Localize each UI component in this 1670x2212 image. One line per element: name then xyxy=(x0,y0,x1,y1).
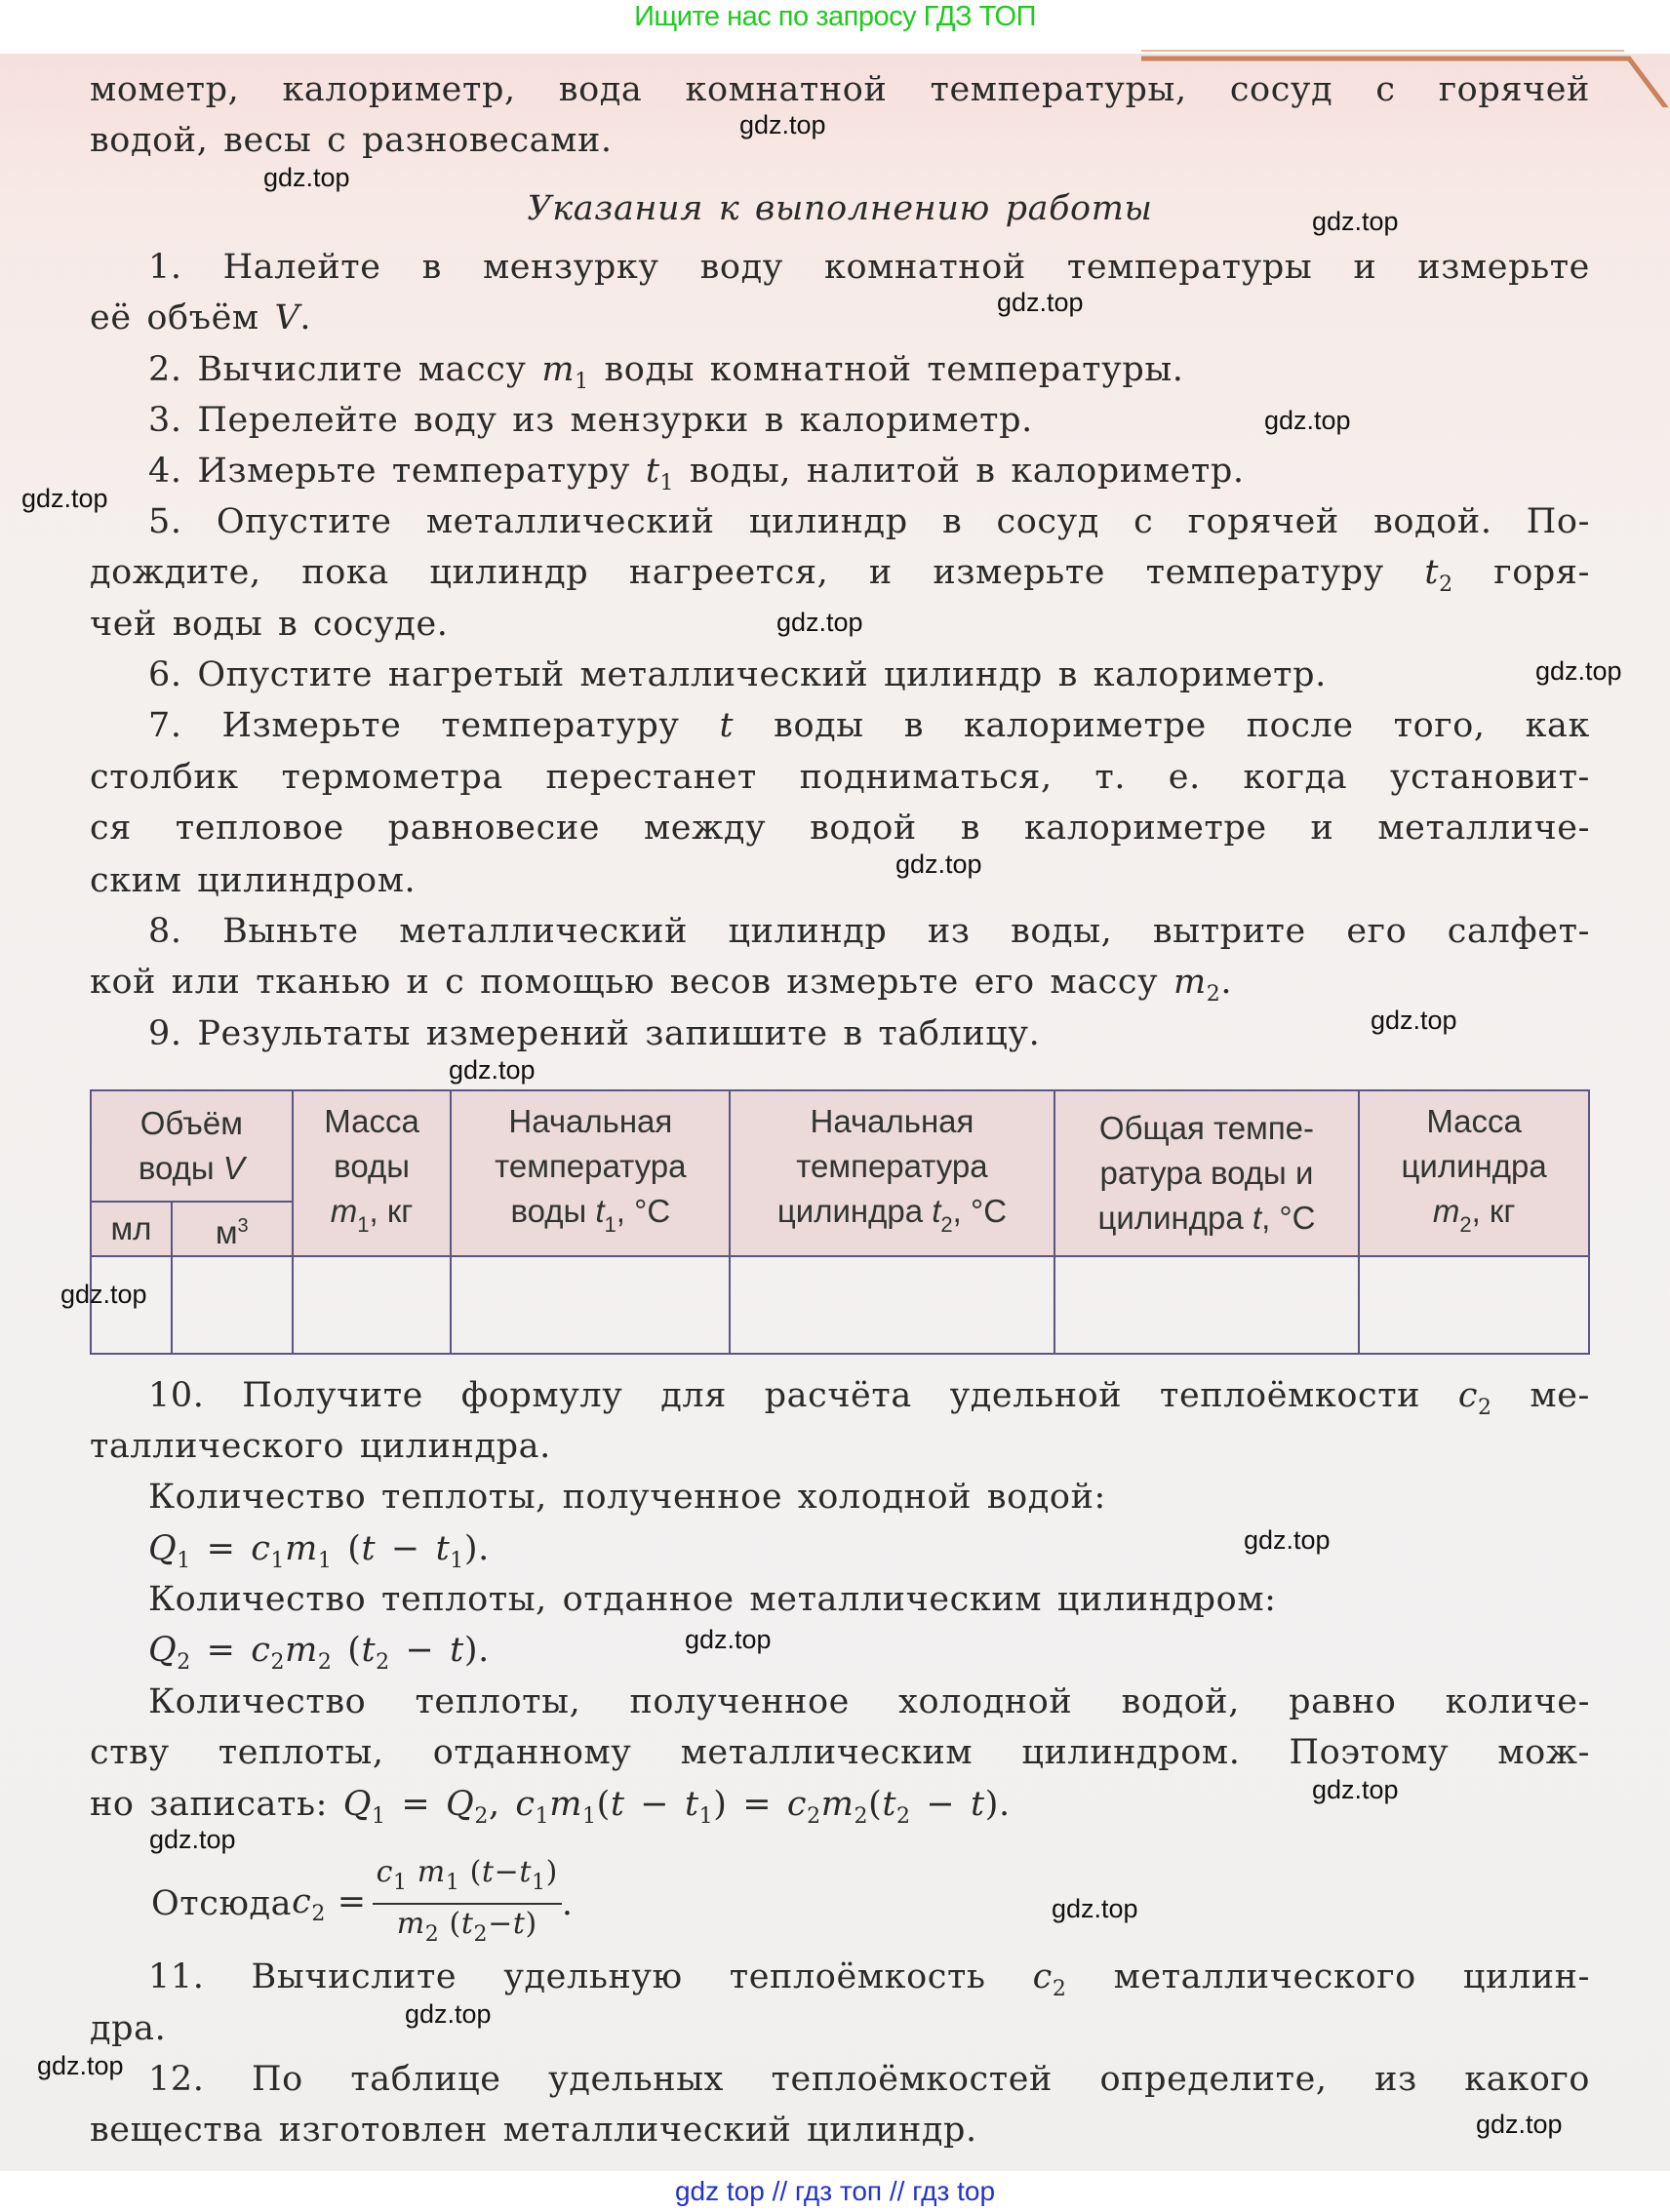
subscript: 1 xyxy=(177,1549,191,1573)
text-line xyxy=(90,756,1590,799)
header-unit-ml xyxy=(91,1202,172,1256)
text-line xyxy=(90,1731,1590,1774)
watermark: gdz.top xyxy=(739,110,826,139)
subscript: 1 xyxy=(393,1871,408,1895)
formula-c2 xyxy=(151,1853,574,1955)
text-run: Начальная xyxy=(810,1103,974,1139)
subscript: 2 xyxy=(854,1804,869,1829)
subscript: 1 xyxy=(659,471,675,495)
text-run: ). xyxy=(463,1529,490,1568)
text-line xyxy=(90,1425,1590,1468)
text-run: − xyxy=(910,1785,972,1824)
text-line xyxy=(90,2007,1590,2050)
section-heading: Указания к выполнению работы xyxy=(527,189,1153,228)
math-variable: Q xyxy=(446,1785,475,1824)
watermark: gdz.top xyxy=(263,163,350,192)
watermark: gdz.top xyxy=(37,2051,124,2080)
subscript: 1 xyxy=(535,1804,550,1829)
subscript: 2 xyxy=(1459,1212,1472,1237)
cell-m3[interactable] xyxy=(172,1256,293,1354)
text-run: ) xyxy=(545,1855,558,1889)
subscript: 2 xyxy=(1478,1396,1492,1420)
math-variable: m xyxy=(1432,1193,1460,1229)
text-line xyxy=(148,450,1590,505)
math-variable: t xyxy=(684,1785,699,1824)
text-line xyxy=(148,704,1590,747)
text-run: 4. Измерьте температуру xyxy=(148,452,646,491)
text-run: температура xyxy=(495,1148,687,1184)
text-run: ( xyxy=(459,1855,482,1889)
text-run: воды xyxy=(138,1150,223,1186)
text-line xyxy=(148,1527,1590,1583)
search-banner[interactable]: Ищите нас по запросу ГДЗ ТОП xyxy=(0,0,1670,54)
text-run: = xyxy=(385,1785,447,1824)
text-run: 3 xyxy=(237,1214,249,1237)
math-variable: V xyxy=(274,298,300,337)
math-variable: c xyxy=(251,1529,271,1568)
math-variable: t xyxy=(595,1193,605,1229)
math-variable: m xyxy=(541,350,576,389)
math-variable: t xyxy=(481,1855,495,1889)
text-run: , кг xyxy=(1471,1193,1516,1229)
watermark: gdz.top xyxy=(1312,1775,1399,1804)
math-variable: m xyxy=(285,1631,318,1670)
text-run: ским цилиндром. xyxy=(90,861,417,900)
math-variable: t xyxy=(932,1193,941,1229)
text-run: Количество теплоты, полученное холодной водой, равно количе- xyxy=(148,1682,1590,1721)
text-run: дождите, пока цилиндр нагреется, и измерьте температуру xyxy=(90,553,1425,592)
text-run: цилиндра xyxy=(1097,1200,1252,1236)
formula-prefix: Отсюда xyxy=(151,1884,293,1923)
header-volume xyxy=(91,1090,293,1202)
header-water-mass xyxy=(293,1090,452,1256)
text-run: ( xyxy=(332,1529,362,1568)
cell-t1[interactable] xyxy=(451,1256,730,1354)
formula-numerator xyxy=(373,1853,562,1905)
text-line xyxy=(90,859,1590,902)
text-line xyxy=(148,246,1590,289)
text-run: вещества изготовлен металлический цилиндр. xyxy=(90,2111,977,2150)
text-run: 2. Вычислите массу xyxy=(148,350,542,389)
text-run: водой, весы с разновесами. xyxy=(90,121,613,160)
text-line xyxy=(148,1629,1590,1684)
subscript: 2 xyxy=(1439,573,1453,597)
formula-lhs xyxy=(292,1882,366,1926)
watermark: gdz.top xyxy=(149,1825,236,1854)
text-line xyxy=(148,1476,1590,1519)
text-run: = xyxy=(190,1529,252,1568)
math-variable: t xyxy=(361,1631,377,1670)
header-water-initial-temp xyxy=(451,1090,730,1256)
text-run: 3. Перелейте воду из мензурки в калориметр. xyxy=(148,401,1033,440)
subscript: 1 xyxy=(317,1549,333,1573)
subscript: 1 xyxy=(450,1549,464,1573)
math-variable: t xyxy=(1424,553,1440,592)
math-variable: c xyxy=(292,1881,312,1921)
subscript: 1 xyxy=(582,1804,597,1829)
math-variable: t xyxy=(519,1855,532,1889)
math-variable: Q xyxy=(148,1529,178,1568)
text-run: 1. Налейте в мензурку воду комнатной температуры и измерьте xyxy=(148,248,1590,287)
text-run: ству теплоты, отданному металлическим цилиндром. Поэтому мож- xyxy=(90,1733,1590,1772)
watermark: gdz.top xyxy=(1476,2110,1563,2139)
math-variable: c xyxy=(515,1785,536,1824)
subscript: 2 xyxy=(177,1650,191,1675)
text-run: ). xyxy=(984,1785,1011,1824)
math-variable: c xyxy=(376,1855,394,1889)
watermark: gdz.top xyxy=(405,1999,492,2029)
text-line xyxy=(148,500,1590,543)
text-run: столбик термометра перестанет подниматься, т. е. когда установит- xyxy=(90,758,1590,797)
text-run: Объём xyxy=(139,1105,243,1141)
header-unit-m3 xyxy=(172,1202,293,1256)
text-run: 9. Результаты измерений запишите в таблицу. xyxy=(148,1014,1041,1053)
text-line xyxy=(148,1955,1590,2011)
watermark: gdz.top xyxy=(895,849,982,879)
text-run: воды xyxy=(334,1148,410,1184)
math-variable: t xyxy=(645,452,660,491)
text-line xyxy=(148,910,1590,953)
header-cylinder-initial-temp xyxy=(730,1090,1054,1256)
text-line xyxy=(90,961,1590,1016)
text-line xyxy=(148,1578,1590,1621)
text-run: её объём xyxy=(90,298,275,337)
subscript: 1 xyxy=(575,370,589,394)
text-run: ме- xyxy=(1491,1376,1590,1415)
text-run: цилиндра xyxy=(776,1193,933,1229)
subscript: 2 xyxy=(311,1901,326,1926)
text-run: Масса xyxy=(324,1103,419,1139)
text-run: дра. xyxy=(90,2009,167,2048)
math-variable: V xyxy=(222,1150,245,1186)
text-run: ( xyxy=(439,1907,461,1941)
watermark: gdz.top xyxy=(997,288,1084,317)
text-run: Общая темпе- xyxy=(1098,1110,1315,1146)
results-table xyxy=(90,1089,1590,1355)
subscript: 1 xyxy=(270,1549,286,1573)
text-run: ) = xyxy=(713,1785,787,1824)
subscript: 1 xyxy=(357,1212,370,1237)
text-run: ( xyxy=(596,1785,611,1824)
math-variable: t xyxy=(460,1907,474,1941)
math-variable: c xyxy=(251,1631,271,1670)
text-run: 10. Получите формулу для расчёта удельной теплоёмкости xyxy=(148,1376,1458,1415)
text-run: 12. По таблице удельных теплоёмкостей определите, из какого xyxy=(148,2060,1590,2099)
math-variable: Q xyxy=(148,1631,178,1670)
math-variable: m xyxy=(549,1785,583,1824)
math-variable: c xyxy=(1457,1376,1479,1415)
math-variable: t xyxy=(719,706,735,745)
text-run: температура xyxy=(796,1148,988,1184)
text-line xyxy=(148,348,1590,404)
cell-t2[interactable] xyxy=(730,1256,1054,1354)
cell-m1[interactable] xyxy=(293,1256,452,1354)
math-variable: Q xyxy=(342,1785,373,1824)
text-run: мометр, калориметр, вода комнатной температуры, сосуд с горячей xyxy=(90,70,1590,109)
subscript: 2 xyxy=(940,1212,953,1237)
text-run: − xyxy=(488,1907,513,1941)
text-run: . xyxy=(1220,963,1233,1002)
subscript: 1 xyxy=(698,1804,714,1829)
subscript: 2 xyxy=(807,1804,821,1829)
text-run: , xyxy=(488,1785,516,1824)
watermark: gdz.top xyxy=(449,1055,536,1085)
math-variable: m xyxy=(820,1785,855,1824)
text-run xyxy=(408,1855,418,1889)
watermark: gdz.top xyxy=(1312,207,1399,236)
text-run: 5. Опустите металлический цилиндр в сосуд с горячей водой. По- xyxy=(148,502,1590,541)
text-run: мл xyxy=(110,1210,152,1246)
text-run: − xyxy=(624,1785,685,1824)
math-variable: t xyxy=(435,1529,451,1568)
text-line xyxy=(148,1374,1590,1430)
text-run: , °C xyxy=(952,1193,1008,1229)
subscript: 2 xyxy=(317,1650,333,1675)
text-run: но записать: xyxy=(90,1785,343,1824)
watermark: gdz.top xyxy=(21,484,108,513)
subscript: 2 xyxy=(474,1804,489,1829)
text-run: = xyxy=(325,1881,367,1921)
text-run: воды, налитой в калориметр. xyxy=(674,452,1245,491)
text-run: ратура воды и xyxy=(1099,1155,1314,1191)
math-variable: t xyxy=(971,1785,985,1824)
math-variable: m xyxy=(330,1193,358,1229)
text-line xyxy=(90,296,1590,339)
cell-m2[interactable] xyxy=(1359,1256,1589,1354)
text-run: Количество теплоты, отданное металлическим цилиндром: xyxy=(148,1580,1277,1619)
watermark: gdz.top xyxy=(1244,1525,1331,1555)
text-run: металлического цилин- xyxy=(1066,1957,1590,1996)
watermark: gdz.top xyxy=(1052,1894,1138,1923)
text-line xyxy=(148,399,1590,442)
text-run: цилиндра xyxy=(1401,1148,1547,1184)
cell-t[interactable] xyxy=(1054,1256,1359,1354)
formula-fraction xyxy=(373,1853,562,1955)
text-run: ). xyxy=(463,1631,490,1670)
math-variable: t xyxy=(610,1785,625,1824)
formula-denominator xyxy=(393,1905,541,1955)
subscript: 1 xyxy=(445,1871,460,1895)
footer-links[interactable]: gdz top // гдз топ // гдз top xyxy=(0,2171,1670,2212)
text-run: м xyxy=(215,1213,238,1250)
text-line xyxy=(90,68,1590,111)
math-variable: t xyxy=(512,1907,526,1941)
subscript: 2 xyxy=(1052,1977,1067,2001)
header-common-temp xyxy=(1054,1090,1359,1256)
subscript: 1 xyxy=(531,1871,546,1895)
text-run: 7. Измерьте температуру xyxy=(148,706,720,745)
text-run: ( xyxy=(332,1631,362,1670)
text-run: = xyxy=(190,1631,252,1670)
subscript: 1 xyxy=(372,1804,386,1829)
math-variable: t xyxy=(361,1529,377,1568)
math-variable: t xyxy=(882,1785,897,1824)
text-run: воды комнатной температуры. xyxy=(588,350,1184,389)
text-run: воды в калориметре после того, как xyxy=(734,706,1590,745)
text-run: чей воды в сосуде. xyxy=(90,605,449,644)
math-variable: c xyxy=(786,1785,808,1824)
text-run: Начальная xyxy=(508,1103,673,1139)
text-run: ( xyxy=(868,1785,883,1824)
subscript: 2 xyxy=(896,1804,911,1829)
watermark: gdz.top xyxy=(60,1280,147,1309)
text-line xyxy=(90,807,1590,849)
watermark: gdz.top xyxy=(1535,656,1622,686)
watermark: gdz.top xyxy=(685,1625,772,1654)
text-line xyxy=(148,1680,1590,1723)
math-variable: c xyxy=(1032,1957,1053,1996)
text-run: 8. Выньте металлический цилиндр из воды, вытрите его салфет- xyxy=(148,912,1590,951)
subscript: 2 xyxy=(376,1650,390,1675)
text-run: , кг xyxy=(369,1193,414,1229)
text-run: − xyxy=(494,1855,520,1889)
text-run: таллического цилиндра. xyxy=(90,1427,551,1466)
formula-suffix: . xyxy=(561,1884,574,1923)
watermark: gdz.top xyxy=(1371,1006,1457,1035)
text-line xyxy=(148,653,1590,696)
math-variable: m xyxy=(1173,963,1207,1002)
text-run: 11. Вычислите удельную теплоёмкость xyxy=(148,1957,1033,1996)
table-row xyxy=(91,1256,1589,1354)
text-run: − xyxy=(389,1631,451,1670)
text-line xyxy=(90,2109,1590,2152)
subscript: 1 xyxy=(604,1212,616,1237)
header-cylinder-mass xyxy=(1359,1090,1589,1256)
text-run: 6. Опустите нагретый металлический цилиндр в калориметр. xyxy=(148,655,1327,694)
text-run: ) xyxy=(525,1907,537,1941)
watermark: gdz.top xyxy=(776,608,863,637)
text-run: − xyxy=(376,1529,436,1568)
math-variable: m xyxy=(417,1855,446,1889)
watermark: gdz.top xyxy=(1264,406,1351,435)
text-run: , °C xyxy=(1261,1200,1316,1236)
text-run: горя- xyxy=(1452,553,1590,592)
subscript: 2 xyxy=(270,1650,286,1675)
text-line xyxy=(90,119,1590,162)
math-variable: t xyxy=(450,1631,464,1670)
text-run: воды xyxy=(510,1193,596,1229)
math-variable: m xyxy=(396,1907,425,1941)
math-variable: t xyxy=(1252,1200,1262,1236)
text-run: , °C xyxy=(616,1193,671,1229)
subscript: 2 xyxy=(473,1922,489,1947)
text-run: кой или тканью и с помощью весов измерьте его массу xyxy=(90,963,1173,1002)
text-line xyxy=(148,2058,1590,2101)
text-run: Масса xyxy=(1426,1103,1522,1139)
text-run: Количество теплоты, полученное холодной водой: xyxy=(148,1478,1106,1517)
text-run: ся тепловое равновесие между водой в калориметре и металличе- xyxy=(90,809,1590,848)
text-run: . xyxy=(299,298,312,337)
math-variable: m xyxy=(285,1529,318,1568)
text-line xyxy=(90,551,1590,607)
subscript: 2 xyxy=(424,1922,440,1947)
subscript: 2 xyxy=(1206,982,1221,1007)
